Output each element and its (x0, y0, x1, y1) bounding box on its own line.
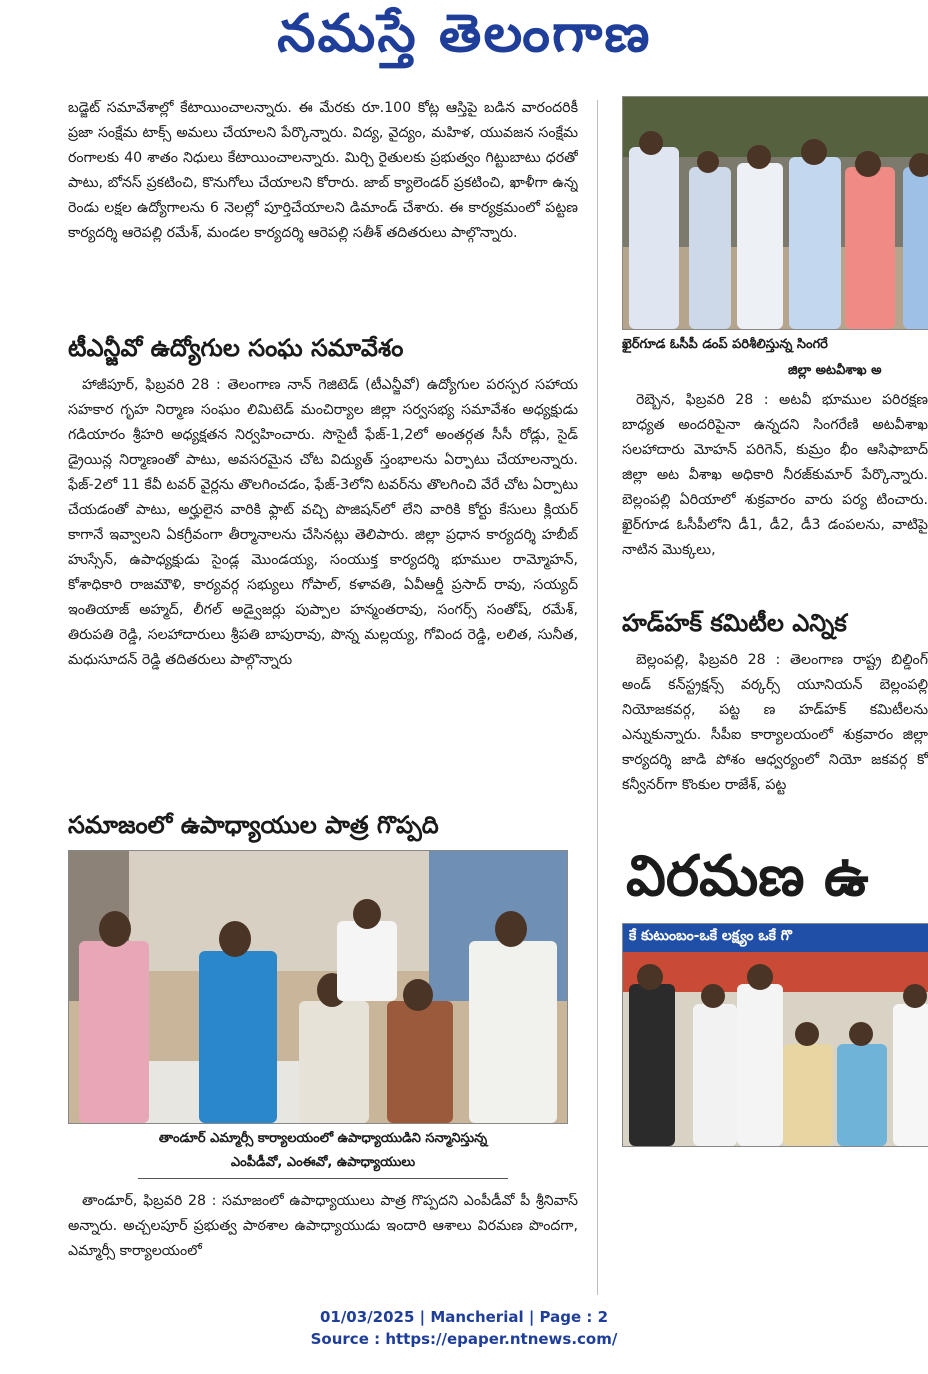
footer-source-url[interactable]: Source : https://epaper.ntnews.com/ (310, 1330, 618, 1348)
forest-officials-photo (622, 96, 928, 330)
article-forest-body: రెబ్బెన, ఫిబ్రవరి 28 : అటవీ భూముల పరిరక్షణ బాధ్యత అందరిపైనా ఉన్నదని సింగరేణి అటవీశాఖ సలహాదారు మోహన్ పరిగెన్, కుమ్రం భీం ఆసిఫాబాద్ జిల్లా అట వీశాఖ అధికారి నీరజ్‌కుమార్ పేర్కొన్నారు. బెల్లంపల్లి ఏరియాలో శుక్రవారం వారు పర్య టించారు. ఖైర్‌గూడ ఓసీపీలోని డీ1, డీ2, డీ3 డంపలను, వాటిపై నాటిన మొక్కలు, (622, 392, 928, 558)
newspaper-title: నమస్తే తెలంగాణ (276, 4, 652, 64)
headline-tngo-meeting: టీఎన్జీవో ఉద్యోగుల సంఘ సమావేశం (68, 334, 404, 362)
column-divider (597, 100, 598, 1295)
retirement-felicitation-photo (622, 923, 928, 1147)
masthead (0, 0, 928, 90)
forest-photo-caption-line1: ఖైర్‌గూడ ఓసీపీ డంప్ పరిశీలిస్తున్న సింగరే (622, 337, 828, 352)
caption-rule (138, 1178, 508, 1179)
article-teachers-body: తాండూర్, ఫిబ్రవరి 28 : సమాజంలో ఉపాధ్యాయులు పాత్ర గొప్పదని ఎంపీడీవో పీ శ్రీనివాస్ అన్నారు. అచ్చలపూర్ ప్రభుత్వ పాఠశాల ఉపాధ్యాయుడు ఇందారి ఆశాలు విరమణ పొందగా, ఎమ్మార్సీ కార్యాలయంలో (68, 1193, 578, 1259)
left-column (68, 96, 578, 1264)
banner-text: కే కుటుంబం-ఒకే లక్ష్యం ఒకే గొ (629, 928, 792, 944)
teachers-felicitation-photo (68, 850, 568, 1124)
article-tngo-body: హాజీపూర్, ఫిబ్రవరి 28 : తెలంగాణ నాన్ గెజిటెడ్ (టీఎన్జీవో) ఉద్యోగుల పరస్పర సహాయ సహకార గృహ నిర్మాణ సంఘం లిమిటెడ్ మంచిర్యాల జిల్లా సర్వసభ్య సమావేశం అధ్యక్షుడు గడియారం శ్రీహరి అధ్యక్షతన నిర్వహించారు. సొసైటీ ఫేజ్-1,2లో అంతర్గత సీసీ రోడ్లు, సైడ్ డ్రైయిన్ల నిర్మాణంతో పాటు, అవసరమైన చోట విద్యుత్ స్తంభాలను ఏర్పాటు చేయాలన్నారు. ఫేజ్-2లో 11 కేవీ టవర్ వైర్లను తొలగించడం, ఫేజ్-3లోని టవర్‌ను తొలగించి వేరే చోట ఏర్పాటు చేయడంతో పాటు, అర్హులైన వారికి ఫ్లాట్ వచ్చి పొజిషన్‌లో లేని వారికి కోర్టు కేసులు క్లియర్ కాగానే ఇవ్వాలని ఏకగ్రీవంగా తీర్మానాలను చేసినట్లు తెలిపారు. జిల్లా ప్రధాన కార్యదర్శి హబీబ్ హుస్సేన్, ఉపాధ్యక్షుడు సైండ్ల మొండయ్య, సంయుక్త కార్యదర్శి భూముల రామ్మోహన్, కోశాధికారి రాజమౌళి, కార్యవర్గ సభ్యులు గోపాల్, కళావతి, ఏవీఆర్డీ ప్రసాద్ రావు, సయ్యద్ ఇంతియాజ్ అహ్మద్, లీగల్ అడ్వైజర్లు పుప్పాల హన్మంతరావు, సంగర్స్ సంతోష్, రమేశ్, తిరుపతి రెడ్డి, సలహాదారులు శ్రీపతి బాపురావు, పొన్న మల్లయ్య, గోవింద రెడ్డి, లలిత, సునీత, మధుసూదన్ రెడ్డి తదితరులు పాల్గొన్నారు (68, 377, 578, 668)
teachers-photo-caption-line1: తాండూర్ ఎమ్మార్సీ కార్యాలయంలో ఉపాధ్యాయుడిని సన్మానిస్తున్న (158, 1131, 488, 1146)
right-column (622, 96, 928, 1147)
headline-retirement: విరమణ ఉ (626, 844, 869, 909)
article-adhoc-body: బెల్లంపల్లి, ఫిబ్రవరి 28 : తెలంగాణ రాష్ట్ర బిల్డింగ్ అండ్ కన్‌స్ట్రక్షన్స్ వర్కర్స్ యూనియన్ బెల్లంపల్లి నియోజకవర్గ, పట్ట ణ హడ్‌హక్ కమిటీలను ఎన్నుకున్నారు. సీపీఐ కార్యాలయంలో శుక్రవారం జిల్లా కార్యదర్శి జాడి పోశం ఆధ్వర్యంలో నియో జకవర్గ కో కన్వీనర్‌గా కొంకుల రాజేశ్, పట్ట (622, 652, 928, 793)
forest-photo-caption-line2: జిల్లా అటవీశాఖ అ (788, 363, 882, 378)
page-footer (0, 1306, 928, 1350)
headline-adhoc-committees: హడ్‌హక్ కమిటీల ఎన్నిక (622, 609, 847, 637)
headline-teachers-role: సమాజంలో ఉపాధ్యాయుల పాత్ర గొప్పది (68, 811, 439, 839)
teachers-photo-caption-line2: ఎంపీడీవో, ఎంఈవో, ఉపాధ్యాయులు (230, 1155, 416, 1170)
footer-edition-info: 01/03/2025 | Mancherial | Page : 2 (319, 1308, 609, 1326)
intro-paragraph: బడ్జెట్ సమావేశాల్లో కేటాయించాలన్నారు. ఈ మేరకు రూ.100 కోట్ల ఆస్తిపై బడిన వారందరికీ ప్రజా సంక్షేమ టాక్స్ అమలు చేయాలని పేర్కొన్నారు. విద్య, వైద్యం, మహిళ, యువజన సంక్షేమ రంగాలకు 40 శాతం నిధులు కేటాయించాలన్నారు. మిర్చి రైతులకు ప్రభుత్వం గిట్టుబాటు ధరతో పాటు, బోనస్ ప్రకటించి, కొనుగోలు చేయాలని కోరారు. జాబ్ క్యాలెండర్ ప్రకటించి, ఖాళీగా ఉన్న రెండు లక్షల ఉద్యోగాలను 6 నెలల్లో పూర్తిచేయాలని డిమాండ్ చేశారు. ఈ కార్యక్రమంలో పట్టణ కార్యదర్శి ఆరెపల్లి రమేశ్, మండల కార్యదర్శి ఆరెపల్లి సతీశ్ తదితరులు పాల్గొన్నారు. (68, 100, 578, 241)
